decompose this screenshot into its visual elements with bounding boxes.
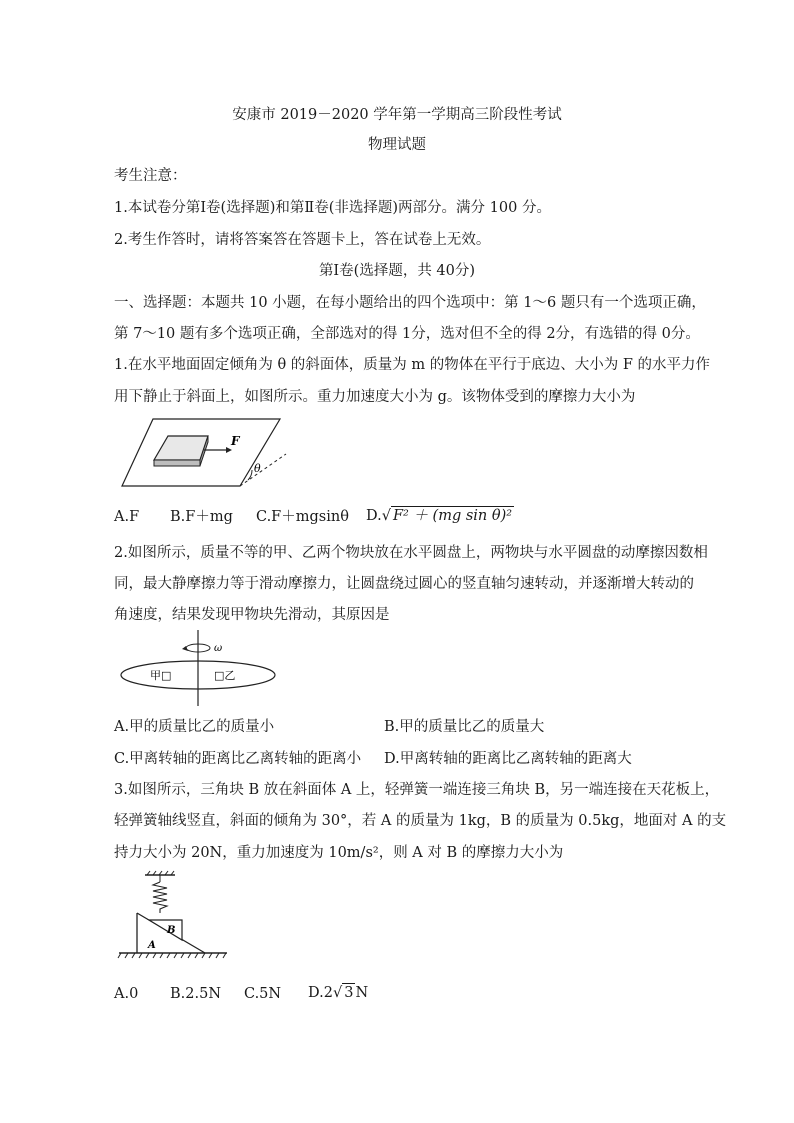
q3-option-d-label: D.2 [308, 985, 333, 1001]
q1-stem-line-2: 用下静止于斜面上，如图所示。重力加速度大小为 g。该物体受到的摩擦力大小为 [114, 389, 636, 405]
block-jia-label: 甲□ [150, 669, 172, 682]
q3-option-d-unit: N [355, 985, 369, 1001]
q2-option-c: C.甲离转轴的距离比乙离转轴的距离小 [114, 751, 362, 767]
block-front [154, 460, 200, 466]
q1-option-c: C.F＋mgsinθ [256, 509, 349, 525]
sqrt-icon: √ [381, 508, 391, 524]
q3-stem-line-1: 3.如图所示，三角块 B 放在斜面体 A 上，轻弹簧一端连接三角块 B，另一端连接在天花板上， [114, 782, 720, 798]
q1-incline-figure [118, 414, 288, 494]
q3-option-a: A.0 [114, 986, 139, 1002]
q1-option-d-radicand: F² ＋ (mg sin θ)² [392, 508, 513, 524]
q1-option-d [366, 506, 514, 525]
force-label: F [231, 434, 240, 448]
q2-stem-line-1: 2.如图所示，质量不等的甲、乙两个物块放在水平圆盘上，两物块与水平圆盘的动摩擦因数相 [114, 545, 708, 561]
q3-option-d-radicand: 3 [344, 985, 354, 1001]
exam-title: 安康市 2019－2020 学年第一学期高三阶段性考试 [232, 107, 562, 123]
q3-spring-figure [115, 870, 235, 965]
q1-stem-line-1: 1.在水平地面固定倾角为 θ 的斜面体，质量为 m 的物体在平行于底边、大小为 F 的水平力作 [114, 357, 711, 373]
q3-stem-line-2: 轻弹簧轴线竖直，斜面的倾角为 30°，若 A 的质量为 1kg，B 的质量为 0.5kg，地面对 A 的支 [114, 813, 727, 829]
block-top [154, 436, 208, 460]
notice-item-2: 2.考生作答时，请将答案答在答题卡上，答在试卷上无效。 [114, 232, 491, 248]
part1-instruction-1: 一、选择题：本题共 10 小题，在每小题给出的四个选项中：第 1～6 题只有一个选项正确， [114, 295, 706, 311]
part1-title: 第Ⅰ卷(选择题，共 40分) [318, 263, 476, 279]
q2-stem-line-2: 同，最大静摩擦力等于滑动摩擦力，让圆盘绕过圆心的竖直轴匀速转动，并逐渐增大转动的 [114, 576, 694, 592]
notice-heading: 考生注意： [114, 168, 187, 184]
spring-icon [153, 882, 167, 913]
angle-reference-line [240, 454, 286, 486]
angle-label: θ [254, 462, 261, 475]
q1-option-b: B.F＋mg [170, 509, 233, 525]
q3-stem-line-3: 持力大小为 20N，重力加速度为 10m/s²，则 A 对 B 的摩擦力大小为 [114, 845, 564, 861]
q3-option-b: B.2.5N [170, 986, 222, 1002]
q3-option-d [308, 983, 368, 1002]
q1-option-a: A.F [114, 509, 140, 525]
notice-item-1: 1.本试卷分第Ⅰ卷(选择题)和第Ⅱ卷(非选择题)两部分。满分 100 分。 [114, 200, 551, 216]
triangle-block-b [149, 920, 182, 940]
block-a-label: A [148, 940, 156, 951]
q2-stem-line-3: 角速度，结果发现甲物块先滑动，其原因是 [114, 607, 390, 623]
q2-option-b: B.甲的质量比乙的质量大 [384, 719, 545, 735]
q2-option-a: A.甲的质量比乙的质量小 [114, 719, 275, 735]
q1-option-d-label: D. [366, 508, 382, 524]
block-yi-label: □乙 [214, 669, 236, 682]
sqrt-icon: √ [332, 985, 343, 1001]
q3-option-c: C.5N [244, 986, 282, 1002]
subject-title: 物理试题 [368, 137, 426, 153]
part1-instruction-2: 第 7～10 题有多个选项正确，全部选对的得 1分，选对但不全的得 2分，有选错的得 0分。 [114, 326, 700, 342]
q2-option-d: D.甲离转轴的距离比乙离转轴的距离大 [384, 751, 632, 767]
omega-label: ω [214, 643, 223, 654]
q2-disk-figure [118, 628, 278, 708]
block-b-label: B [167, 925, 176, 936]
